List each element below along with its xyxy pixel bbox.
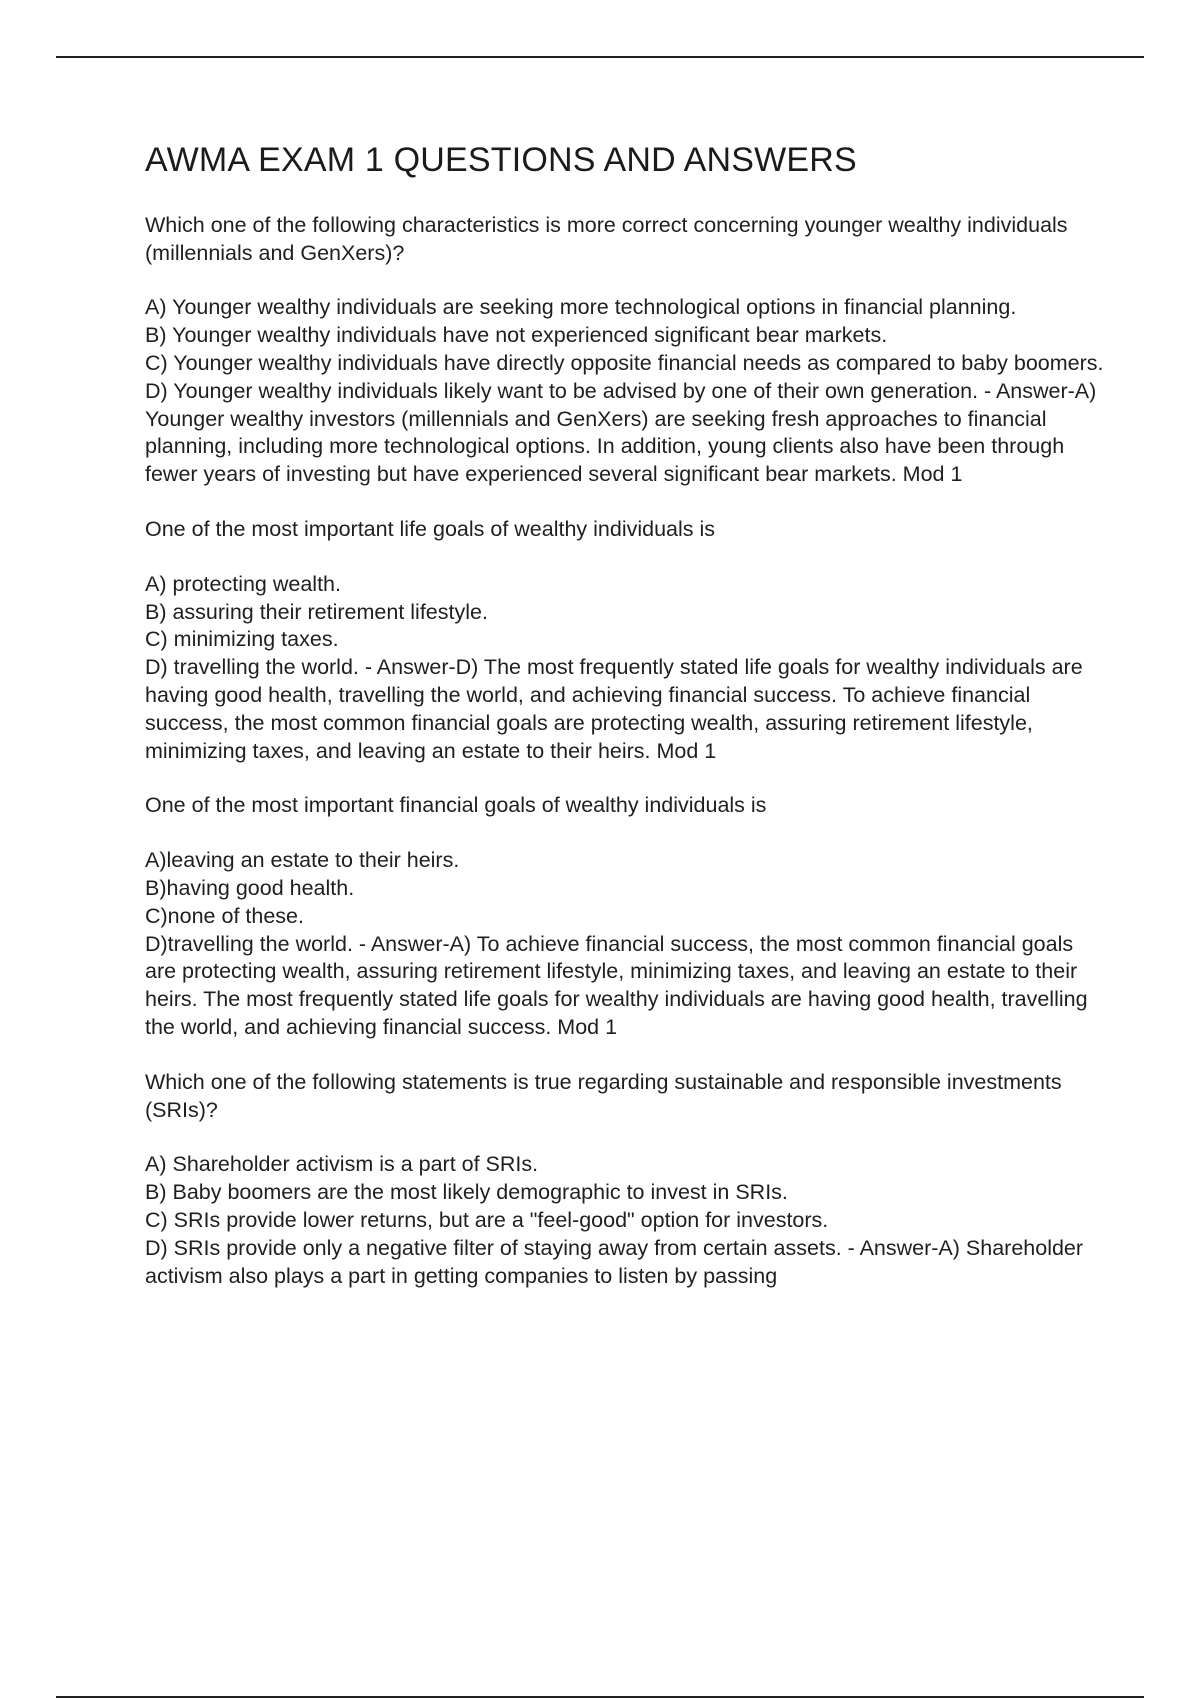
option-d-with-answer: D) Younger wealthy individuals likely want to be advised by one of their own generation. - Answer-A) Younger wealthy investors (millennials and GenXers) are seeking fresh approaches to financial planning, including more technological options. In addition, young clients also have been through fewer years of investing but have experienced several significant bear markets. Mod 1 xyxy=(145,378,1097,487)
option-c: C)none of these. xyxy=(145,903,304,928)
option-d-with-answer: D) travelling the world. - Answer-D) The most frequently stated life goals for wealthy individuals are having good health, travelling the world, and achieving financial success. To achieve financial success, the most common financial goals are protecting wealth, assuring retirement lifestyle, minimizing taxes, and leaving an estate to their heirs. Mod 1 xyxy=(145,655,1083,763)
question-block-3 xyxy=(145,792,1105,1041)
option-a: A)leaving an estate to their heirs. xyxy=(145,848,460,873)
question-text: One of the most important life goals of wealthy individuals is xyxy=(145,516,716,541)
option-b: B) Younger wealthy individuals have not experienced significant bear markets. xyxy=(145,323,888,348)
question-block-2 xyxy=(145,516,1105,765)
document-body xyxy=(145,140,1105,1317)
answer-options xyxy=(145,571,1105,766)
question-text: One of the most important financial goals of wealthy individuals is xyxy=(145,793,767,818)
top-rule xyxy=(56,56,1144,58)
option-b: B) assuring their retirement lifestyle. xyxy=(145,599,488,624)
option-d-with-answer: D) SRIs provide only a negative filter of staying away from certain assets. - Answer-A) Shareholder activism also plays a part in getting companies to listen by passing xyxy=(145,1235,1084,1288)
option-c: C) SRIs provide lower returns, but are a "feel-good" option for investors. xyxy=(145,1207,829,1232)
question-block-1 xyxy=(145,212,1105,489)
option-c: C) Younger wealthy individuals have directly opposite financial needs as compared to baby boomers. xyxy=(145,350,1104,375)
question-block-4 xyxy=(145,1069,1105,1291)
option-d-with-answer: D)travelling the world. - Answer-A) To achieve financial success, the most common financial goals are protecting wealth, assuring retirement lifestyle, minimizing taxes, and leaving an estate to their heirs. The most frequently stated life goals for wealthy individuals are having good health, travelling the world, and achieving financial success. Mod 1 xyxy=(145,931,1088,1039)
option-a: A) Younger wealthy individuals are seeking more technological options in financial planning. xyxy=(145,295,1017,320)
option-b: B) Baby boomers are the most likely demographic to invest in SRIs. xyxy=(145,1180,788,1205)
answer-options xyxy=(145,1151,1105,1290)
document-title: AWMA EXAM 1 QUESTIONS AND ANSWERS xyxy=(145,141,857,179)
answer-options xyxy=(145,294,1105,489)
option-b: B)having good health. xyxy=(145,875,355,900)
option-c: C) minimizing taxes. xyxy=(145,627,339,652)
question-text: Which one of the following statements is true regarding sustainable and responsible investments (SRIs)? xyxy=(145,1069,1062,1122)
question-text: Which one of the following characteristics is more correct concerning younger wealthy individuals (millennials and GenXers)? xyxy=(145,212,1068,265)
option-a: A) Shareholder activism is a part of SRIs. xyxy=(145,1152,539,1177)
bottom-rule xyxy=(56,1696,1144,1698)
answer-options xyxy=(145,847,1105,1042)
option-a: A) protecting wealth. xyxy=(145,571,341,596)
